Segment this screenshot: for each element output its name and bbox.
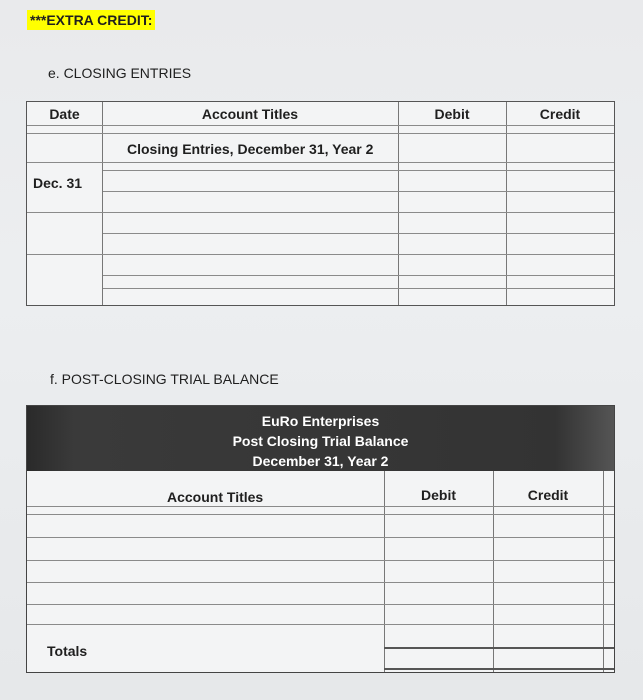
- row-line: [27, 212, 614, 213]
- credit-column-header: Credit: [527, 487, 569, 503]
- row-line: [27, 133, 614, 134]
- row-line: [27, 254, 614, 255]
- row-line: [27, 506, 614, 507]
- row-line: [27, 162, 614, 163]
- date-column-header: Date: [49, 106, 80, 122]
- post-closing-title: f. POST-CLOSING TRIAL BALANCE: [50, 371, 279, 387]
- debit-column-header: Debit: [421, 487, 456, 503]
- row-line: [27, 125, 614, 126]
- credit-column-header: Credit: [539, 106, 581, 122]
- row-line: [103, 191, 614, 192]
- date-cell: Dec. 31: [33, 175, 83, 191]
- extra-credit-heading: ***EXTRA CREDIT:: [27, 10, 155, 30]
- row-line: [27, 604, 614, 605]
- company-name: EuRo Enterprises: [261, 413, 380, 429]
- row-line: [27, 514, 614, 515]
- report-header: [27, 406, 614, 471]
- row-line: [27, 582, 614, 583]
- closing-entries-title: e. CLOSING ENTRIES: [48, 65, 192, 81]
- column-divider: [603, 471, 604, 672]
- closing-entries-subtitle: Closing Entries, December 31, Year 2: [127, 141, 374, 157]
- debit-column-header: Debit: [434, 106, 470, 122]
- totals-line: [384, 647, 614, 649]
- row-line: [103, 275, 614, 276]
- closing-entries-table: [26, 101, 615, 306]
- row-line: [103, 233, 614, 234]
- totals-underline: [384, 668, 614, 670]
- totals-label: Totals: [47, 643, 88, 659]
- report-title: Post Closing Trial Balance: [232, 433, 409, 449]
- row-line: [103, 288, 614, 289]
- account-titles-column-header: Account Titles: [201, 106, 299, 122]
- row-line: [103, 170, 614, 171]
- row-line: [27, 560, 614, 561]
- row-line: [27, 624, 614, 625]
- report-date: December 31, Year 2: [252, 453, 389, 469]
- post-closing-trial-balance-table: [26, 405, 615, 673]
- row-line: [27, 537, 614, 538]
- account-titles-column-header: Account Titles: [167, 489, 264, 505]
